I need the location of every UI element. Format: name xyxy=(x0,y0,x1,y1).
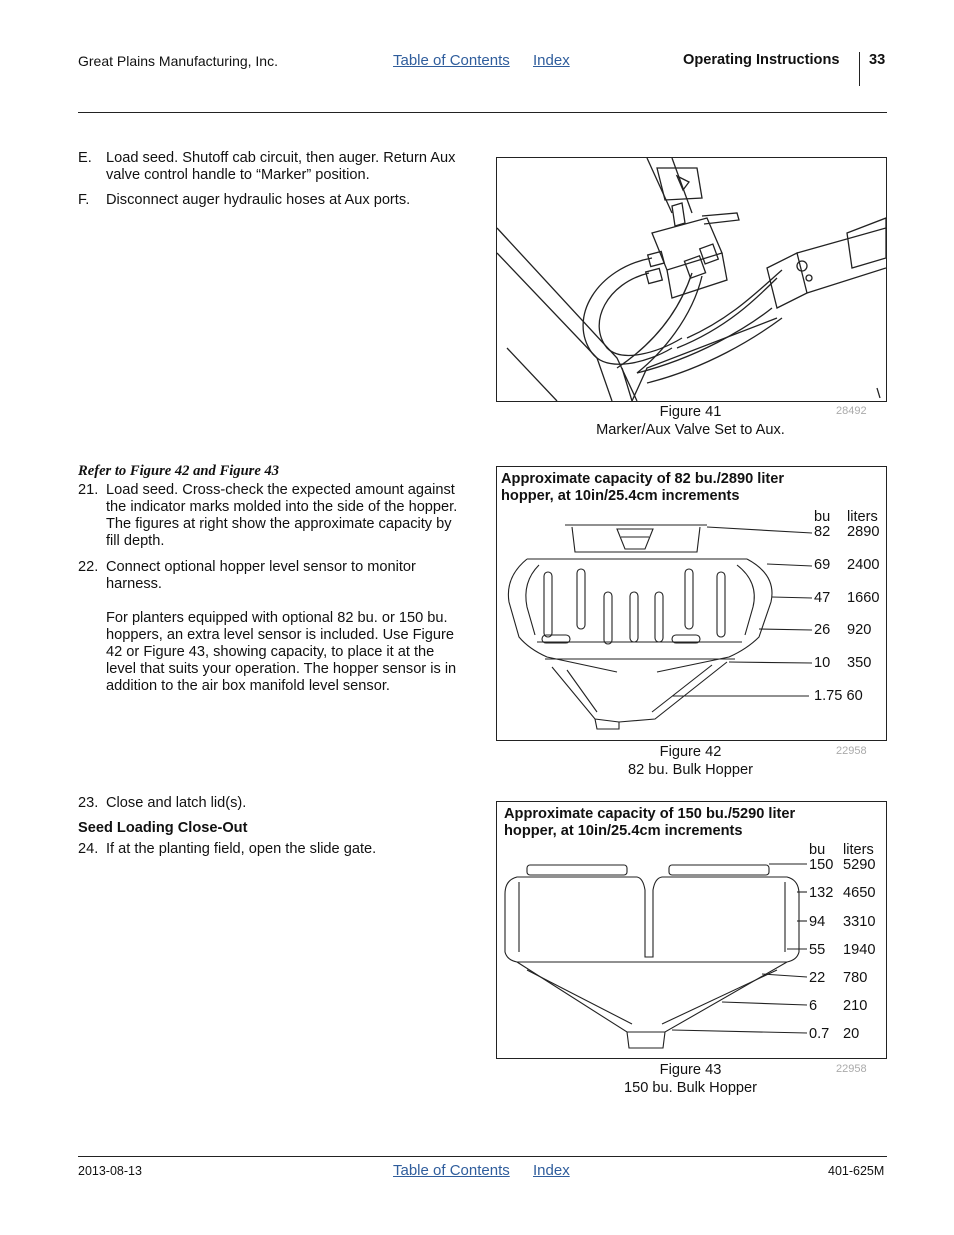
step-f-label: F. xyxy=(78,192,90,208)
figure-42-bu: 47 xyxy=(814,590,831,606)
figure-43-liters: 5290 xyxy=(843,857,876,873)
toc-link-bottom[interactable]: Table of Contents xyxy=(393,1162,510,1179)
figure-42-id: 22958 xyxy=(836,745,867,757)
step-e-label: E. xyxy=(78,150,92,166)
figure-42-title: Approximate capacity of 82 bu./2890 liter hopper, at 10in/25.4cm increments xyxy=(501,471,785,504)
toc-link-top[interactable]: Table of Contents xyxy=(393,52,510,69)
footer-rule xyxy=(78,1156,887,1157)
figure-43-bu: 0.7 xyxy=(809,1026,830,1042)
figure-42-number: Figure 42 xyxy=(659,744,722,760)
figure-42-bu-header: bu xyxy=(814,509,831,525)
step-22-text: Connect optional hopper level sensor to monitor harness. xyxy=(106,559,416,592)
step-f-text: Disconnect auger hydraulic hoses at Aux ports. xyxy=(106,192,411,208)
figure-42-liters: 2890 xyxy=(847,524,880,540)
figure-42-last-row: 1.75 60 xyxy=(814,688,863,704)
figure-43-bu: 150 xyxy=(809,857,834,873)
figure-43-table xyxy=(496,801,887,1059)
step-22-label: 22. xyxy=(78,559,99,575)
refer-note: Refer to Figure 42 and Figure 43 xyxy=(78,463,280,479)
figure-42-bu: 69 xyxy=(814,557,831,573)
figure-43-liters-header: liters xyxy=(843,842,874,858)
index-link-top[interactable]: Index xyxy=(533,52,570,69)
figure-42-bu: 26 xyxy=(814,622,831,638)
figure-43-bu-header: bu xyxy=(809,842,826,858)
figure-43-number: Figure 43 xyxy=(659,1062,722,1078)
figure-42-liters: 1660 xyxy=(847,590,880,606)
figure-42-table xyxy=(496,466,887,741)
section-title: Operating Instructions xyxy=(683,52,840,68)
step-23-text: Close and latch lid(s). xyxy=(106,795,247,811)
step-22-note: For planters equipped with optional 82 bu. or 150 bu. hoppers, an extra level sensor is included. Use Figure 42 or Figure 43, showing capacity, to place it at the level that suits your operation. The hopper sensor is in addition to the air box manifold level sensor. xyxy=(106,610,457,694)
figure-43-bu: 22 xyxy=(809,970,826,986)
footer-date: 2013-08-13 xyxy=(78,1164,142,1178)
doc-number: 401-625M xyxy=(828,1164,885,1178)
figure-43-liters: 1940 xyxy=(843,942,876,958)
steps-top xyxy=(78,150,468,210)
step-24-text: If at the planting field, open the slide gate. xyxy=(106,841,377,857)
figure-42-liters: 2400 xyxy=(847,557,880,573)
figure-43-bu: 132 xyxy=(809,885,834,901)
figure-43-caption: 150 bu. Bulk Hopper xyxy=(623,1080,758,1096)
figure-43-bu: 94 xyxy=(809,914,826,930)
step-21-text: Load seed. Cross-check the expected amount against the indicator marks molded into the side of the hopper. The figures at right show the approximate capacity by fill depth. xyxy=(106,482,458,549)
figure-43-bu: 55 xyxy=(809,942,826,958)
step-23-label: 23. xyxy=(78,795,99,811)
steps-21-22 xyxy=(78,482,468,722)
index-link-bottom[interactable]: Index xyxy=(533,1162,570,1179)
valve-illustration xyxy=(497,158,886,401)
figure-42-liters: 920 xyxy=(847,622,872,638)
header-rule xyxy=(78,112,887,113)
figure-42-bu: 10 xyxy=(814,655,831,671)
figure-42-caption: 82 bu. Bulk Hopper xyxy=(628,762,753,778)
step-21-label: 21. xyxy=(78,482,99,498)
steps-23-24 xyxy=(78,795,468,865)
figure-43-liters: 20 xyxy=(843,1026,860,1042)
step-e-text: Load seed. Shutoff cab circuit, then auger. Return Aux valve control handle to “Marker” position. xyxy=(106,150,456,183)
figure-43-liters: 780 xyxy=(843,970,868,986)
figure-43-title: Approximate capacity of 150 bu./5290 liter hopper, at 10in/25.4cm increments xyxy=(504,806,796,839)
figure-41-caption: Marker/Aux Valve Set to Aux. xyxy=(596,422,785,438)
figure-43-bu: 6 xyxy=(809,998,818,1014)
figure-43-liters: 3310 xyxy=(843,914,876,930)
figure-43-id: 22958 xyxy=(836,1063,867,1075)
step-24-label: 24. xyxy=(78,841,99,857)
hopper-150-illustration xyxy=(497,802,886,1058)
figure-41-id: 28492 xyxy=(836,405,867,417)
closeout-heading: Seed Loading Close-Out xyxy=(78,820,248,836)
figure-43-liters: 210 xyxy=(843,998,868,1014)
figure-42-liters: 350 xyxy=(847,655,872,671)
figure-42-liters-header: liters xyxy=(847,509,878,525)
figure-41-image xyxy=(496,157,887,402)
page-number: 33 xyxy=(869,52,886,68)
figure-42-bu: 82 xyxy=(814,524,831,540)
figure-41-number: Figure 41 xyxy=(659,404,722,420)
company-name: Great Plains Manufacturing, Inc. xyxy=(78,53,278,69)
header-divider xyxy=(859,52,860,86)
figure-43-liters: 4650 xyxy=(843,885,876,901)
